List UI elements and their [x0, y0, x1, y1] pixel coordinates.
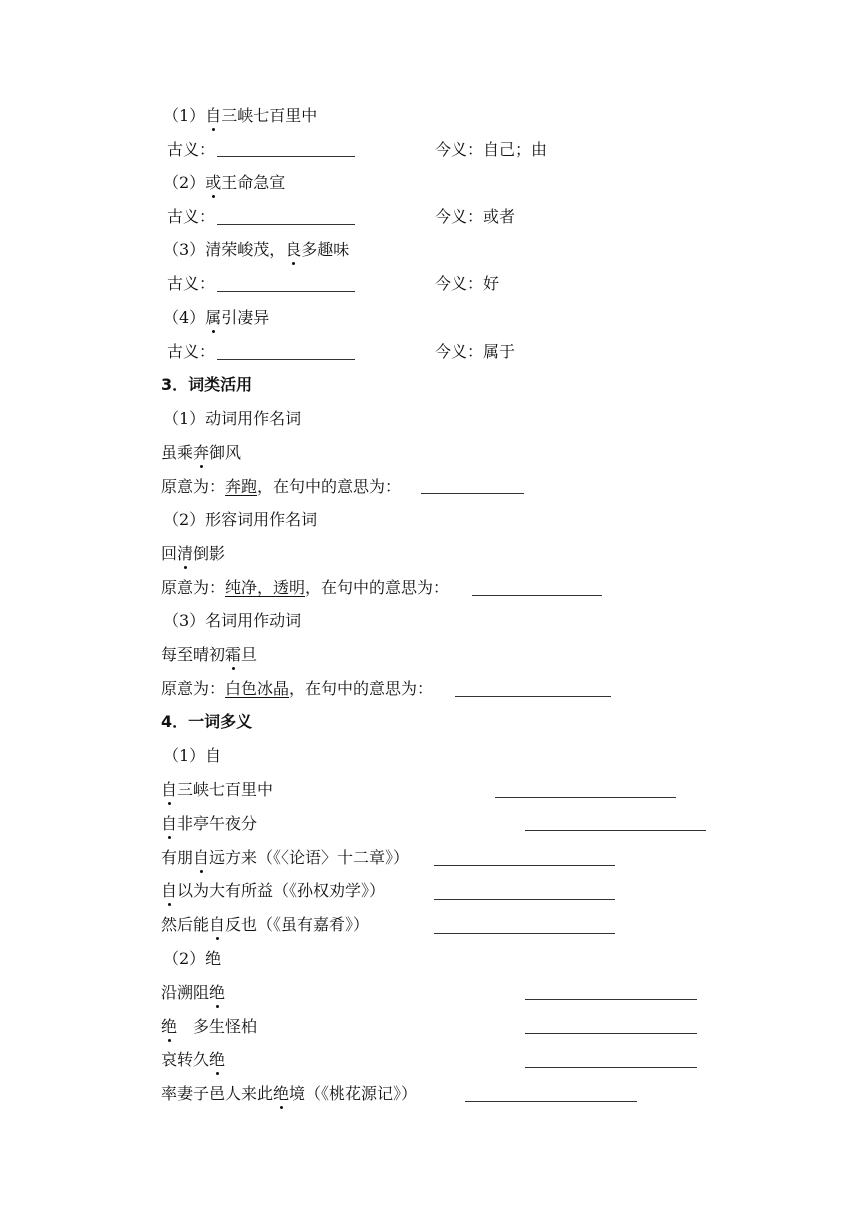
- item-heading: （1）自三峡七百里中: [163, 106, 318, 125]
- jin-label: 今义：属于: [435, 342, 516, 361]
- answer-blank[interactable]: [434, 933, 615, 934]
- emphasis-char: 自: [209, 915, 226, 934]
- answer-blank[interactable]: [525, 830, 706, 831]
- list-item: 有朋自远方来（《〈论语〉十二章》）: [161, 848, 410, 867]
- sub-heading: （2）形容词用作名词: [163, 510, 318, 529]
- emphasis-char: 奔: [193, 443, 210, 462]
- answer-blank[interactable]: [525, 1067, 697, 1068]
- gu-label: 古义：: [167, 207, 216, 226]
- list-item: 绝 多生怪柏: [161, 1017, 258, 1036]
- emphasis-char: 自: [193, 848, 210, 867]
- emphasis-char: 清: [177, 544, 194, 563]
- sub-heading: （1）动词用作名词: [163, 409, 302, 428]
- item-heading: （2）或王命急宣: [163, 173, 286, 192]
- example-sentence: 每至晴初霜旦: [161, 645, 258, 664]
- emphasis-char: 绝: [209, 1050, 226, 1069]
- answer-blank[interactable]: [421, 493, 524, 494]
- emphasis-char: 或: [205, 173, 222, 192]
- gu-label: 古义：: [167, 140, 216, 159]
- sub-heading: （2）绝: [163, 949, 222, 968]
- list-item: 自非亭午夜分: [161, 814, 258, 833]
- sub-heading: （1）自: [163, 746, 222, 765]
- answer-blank[interactable]: [472, 595, 602, 596]
- answer-blank[interactable]: [455, 696, 611, 697]
- item-heading: （4）属引凄异: [163, 308, 270, 327]
- emphasis-char: 绝: [273, 1084, 290, 1103]
- answer-blank[interactable]: [217, 224, 355, 225]
- original-meaning: 原意为：奔跑，在句中的意思为：: [161, 477, 402, 496]
- answer-blank[interactable]: [217, 291, 355, 292]
- emphasis-char: 自: [161, 780, 178, 799]
- gu-label: 古义：: [167, 274, 216, 293]
- section-title: 4．一词多义: [161, 712, 253, 731]
- example-sentence: 回清倒影: [161, 544, 226, 563]
- emphasis-char: 自: [205, 106, 222, 125]
- sub-heading: （3）名词用作动词: [163, 611, 302, 630]
- jin-label: 今义：好: [435, 274, 500, 293]
- emphasis-char: 绝: [209, 983, 226, 1002]
- jin-label: 今义：或者: [435, 207, 516, 226]
- emphasis-char: 良: [285, 240, 302, 259]
- list-item: 自三峡七百里中: [161, 780, 274, 799]
- emphasis-char: 属: [205, 308, 222, 327]
- original-meaning: 原意为：白色冰晶，在句中的意思为：: [161, 679, 434, 698]
- jin-label: 今义：自己；由: [435, 140, 548, 159]
- list-item: 自以为大有所益（《孙权劝学》）: [161, 881, 386, 900]
- example-sentence: 虽乘奔御风: [161, 443, 242, 462]
- emphasis-char: 自: [161, 881, 178, 900]
- answer-blank[interactable]: [525, 1033, 697, 1034]
- list-item: 沿溯阻绝: [161, 983, 226, 1002]
- list-item: 哀转久绝: [161, 1050, 226, 1069]
- emphasis-char: 绝: [161, 1017, 178, 1036]
- original-meaning: 原意为：纯净，透明，在句中的意思为：: [161, 578, 450, 597]
- answer-blank[interactable]: [525, 999, 697, 1000]
- section-title: 3．词类活用: [161, 375, 253, 394]
- answer-blank[interactable]: [465, 1101, 637, 1102]
- answer-blank[interactable]: [217, 359, 355, 360]
- item-heading: （3）清荣峻茂，良多趣味: [163, 240, 350, 259]
- list-item: 然后能自反也（《虽有嘉肴》）: [161, 915, 370, 934]
- answer-blank[interactable]: [217, 156, 355, 157]
- list-item: 率妻子邑人来此绝境（《桃花源记》）: [161, 1084, 418, 1103]
- emphasis-char: 自: [161, 814, 178, 833]
- gu-label: 古义：: [167, 342, 216, 361]
- answer-blank[interactable]: [434, 865, 615, 866]
- emphasis-char: 霜: [225, 645, 242, 664]
- answer-blank[interactable]: [495, 797, 676, 798]
- answer-blank[interactable]: [434, 899, 615, 900]
